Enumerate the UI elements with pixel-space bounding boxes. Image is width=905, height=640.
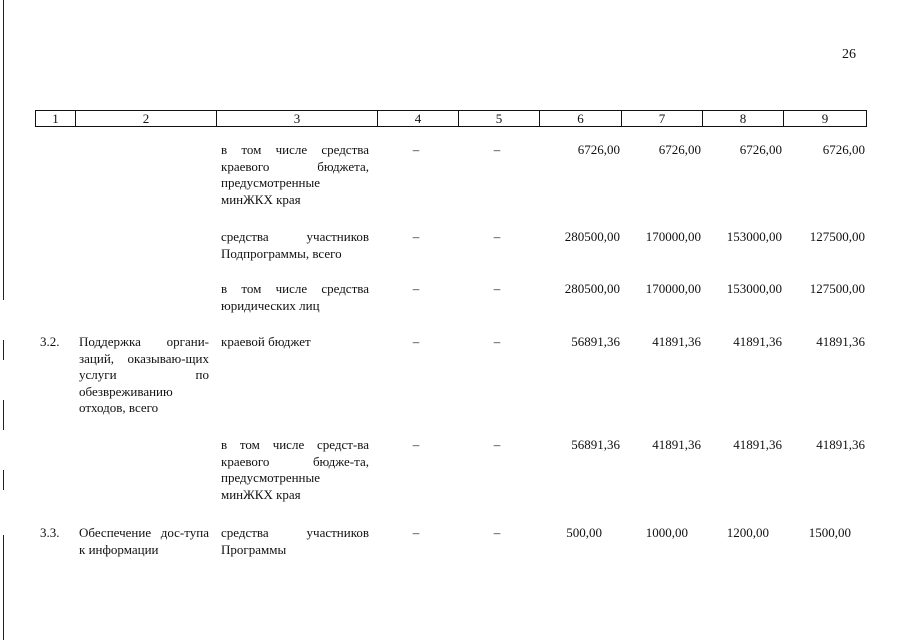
col4-value: –: [412, 525, 420, 540]
col5-value: –: [493, 525, 501, 540]
col9-value: 127500,00: [809, 229, 865, 244]
col5-value: –: [493, 229, 501, 244]
col8-value: 153000,00: [726, 281, 782, 296]
column-header-table: [35, 110, 867, 127]
header-cell: 1: [36, 111, 76, 127]
page-edge-line: [3, 0, 4, 300]
col4-value: –: [412, 437, 420, 452]
header-cell: 5: [459, 111, 540, 127]
funding-source: в том числе средства юридических лиц: [221, 281, 369, 313]
page-edge-line: [3, 340, 4, 360]
col7-value: 170000,00: [645, 281, 701, 296]
funding-source: средства участников Подпрограммы, всего: [221, 229, 369, 261]
col9-value: 1500,00: [808, 525, 851, 540]
col4-value: –: [412, 229, 420, 244]
page-edge-line: [3, 400, 4, 430]
col4-value: –: [412, 281, 420, 296]
col9-value: 6726,00: [822, 142, 865, 157]
funding-source: в том числе средства краевого бюджета, предусмотренные минЖКХ края: [221, 142, 369, 207]
funding-source: краевой бюджет: [221, 334, 311, 349]
col7-value: 1000,00: [645, 525, 688, 540]
col5-value: –: [493, 142, 501, 157]
header-cell: 4: [378, 111, 459, 127]
col7-value: 170000,00: [645, 229, 701, 244]
col9-value: 127500,00: [809, 281, 865, 296]
funding-source: в том числе средст-ва краевого бюдже-та, предусмотренные минЖКХ края: [221, 437, 369, 502]
header-cell: 3: [217, 111, 378, 127]
col8-value: 6726,00: [739, 142, 782, 157]
col9-value: 41891,36: [816, 334, 865, 349]
col4-value: –: [412, 334, 420, 349]
header-cell: 9: [784, 111, 867, 127]
col5-value: –: [493, 334, 501, 349]
col5-value: –: [493, 281, 501, 296]
col7-value: 6726,00: [658, 142, 701, 157]
header-cell: 7: [622, 111, 703, 127]
item-number: 3.2.: [40, 334, 60, 349]
col8-value: 41891,36: [733, 437, 782, 452]
col9-value: 41891,36: [816, 437, 865, 452]
header-cell: 8: [703, 111, 784, 127]
item-name: Поддержка органи-заций, оказываю-щих услуги по обезвреживанию отходов, всего: [79, 334, 209, 415]
page-edge-line: [3, 535, 4, 640]
col8-value: 1200,00: [726, 525, 769, 540]
header-row: [36, 111, 867, 127]
col5-value: –: [493, 437, 501, 452]
col4-value: –: [412, 142, 420, 157]
page-number: 26: [842, 47, 856, 62]
col6-value: 56891,36: [571, 437, 620, 452]
header-cell: 6: [540, 111, 622, 127]
item-name: Обеспечение дос-тупа к информации: [79, 525, 209, 557]
col6-value: 280500,00: [564, 229, 620, 244]
col6-value: 6726,00: [577, 142, 620, 157]
col7-value: 41891,36: [652, 334, 701, 349]
col6-value: 500,00: [566, 525, 602, 540]
item-number: 3.3.: [40, 525, 60, 540]
page-edge-line: [3, 470, 4, 490]
col7-value: 41891,36: [652, 437, 701, 452]
col6-value: 56891,36: [571, 334, 620, 349]
col8-value: 153000,00: [726, 229, 782, 244]
header-cell: 2: [76, 111, 217, 127]
col6-value: 280500,00: [564, 281, 620, 296]
col8-value: 41891,36: [733, 334, 782, 349]
funding-source: средства участников Программы: [221, 525, 369, 557]
